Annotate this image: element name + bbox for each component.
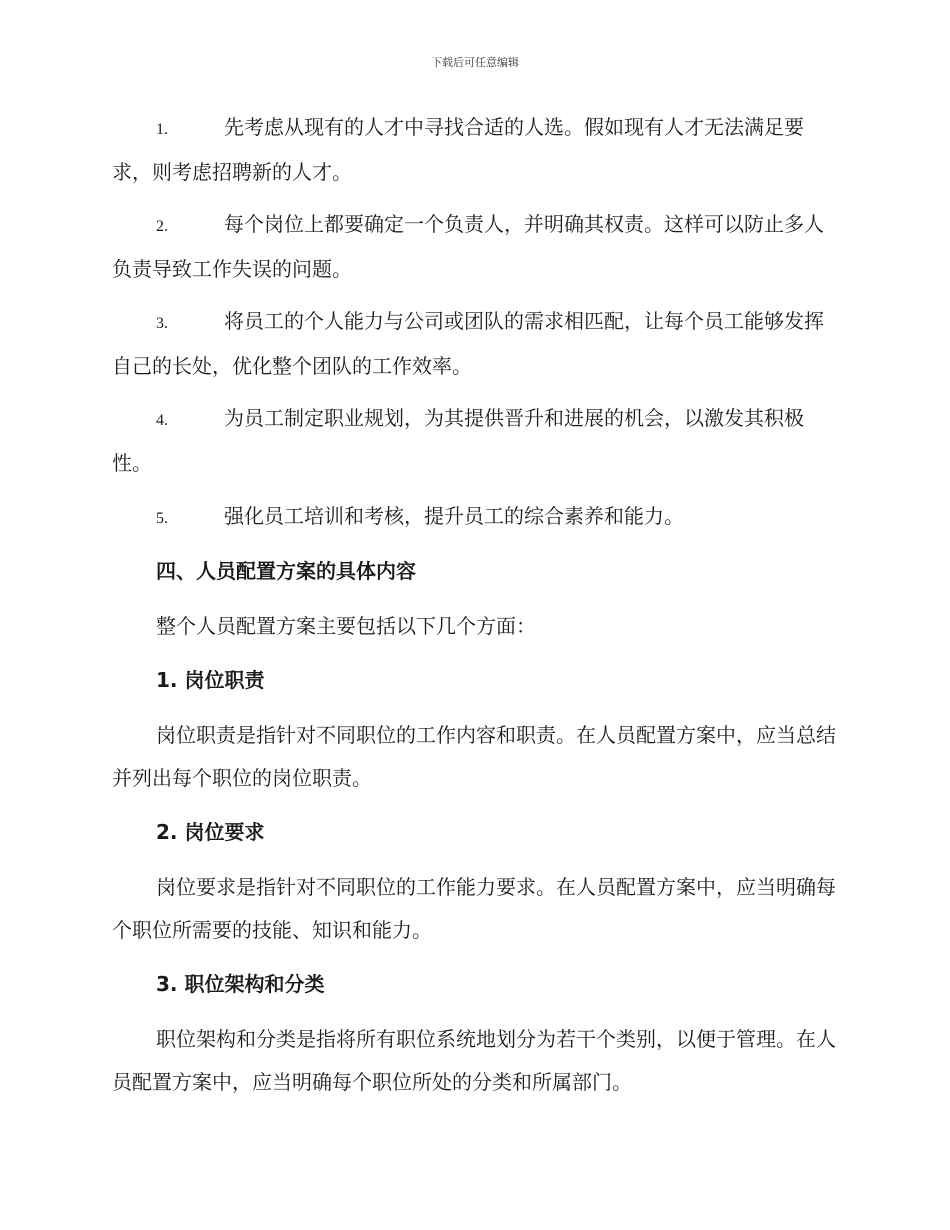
list-item <box>112 300 836 388</box>
subsection-paragraph: 职位架构和分类是指将所有职位系统地划分为若干个类别，以便于管理。在人员配置方案中，应当明确每个职位所处的分类和所属部门。 <box>112 1027 836 1094</box>
list-text: 每个岗位上都要确定一个负责人，并明确其权责。这样可以防止多人负责导致工作失误的问题。 <box>112 212 824 281</box>
subsection-heading: 1. 岗位职责 <box>156 668 265 692</box>
list-number: 2. <box>156 218 168 235</box>
section-intro: 整个人员配置方案主要包括以下几个方面： <box>156 614 536 638</box>
list-number: 5. <box>156 510 168 527</box>
section-heading: 四、人员配置方案的具体内容 <box>156 559 416 583</box>
page-header: 下载后可任意编辑 <box>431 56 519 69</box>
list-number: 1. <box>156 121 168 138</box>
list-item <box>112 397 836 485</box>
list-text: 强化员工培训和考核，提升员工的综合素养和能力。 <box>224 504 684 528</box>
subsection-paragraph: 岗位职责是指针对不同职位的工作内容和职责。在人员配置方案中，应当总结并列出每个职位的岗位职责。 <box>112 723 836 790</box>
list-text: 将员工的个人能力与公司或团队的需求相匹配，让每个员工能够发挥自己的长处，优化整个团队的工作效率。 <box>112 309 824 378</box>
subsection-heading: 2. 岗位要求 <box>156 820 265 844</box>
subsection-heading: 3. 职位架构和分类 <box>156 972 325 996</box>
list-number: 4. <box>156 412 168 429</box>
list-item <box>112 495 836 540</box>
list-text: 为员工制定职业规划，为其提供晋升和进展的机会，以激发其积极性。 <box>112 406 804 475</box>
list-item <box>112 106 836 194</box>
list-item <box>112 203 836 291</box>
subsection-paragraph: 岗位要求是指针对不同职位的工作能力要求。在人员配置方案中，应当明确每个职位所需要的技能、知识和能力。 <box>112 875 836 942</box>
list-text: 先考虑从现有的人才中寻找合适的人选。假如现有人才无法满足要求，则考虑招聘新的人才。 <box>112 115 804 184</box>
list-number: 3. <box>156 315 168 332</box>
